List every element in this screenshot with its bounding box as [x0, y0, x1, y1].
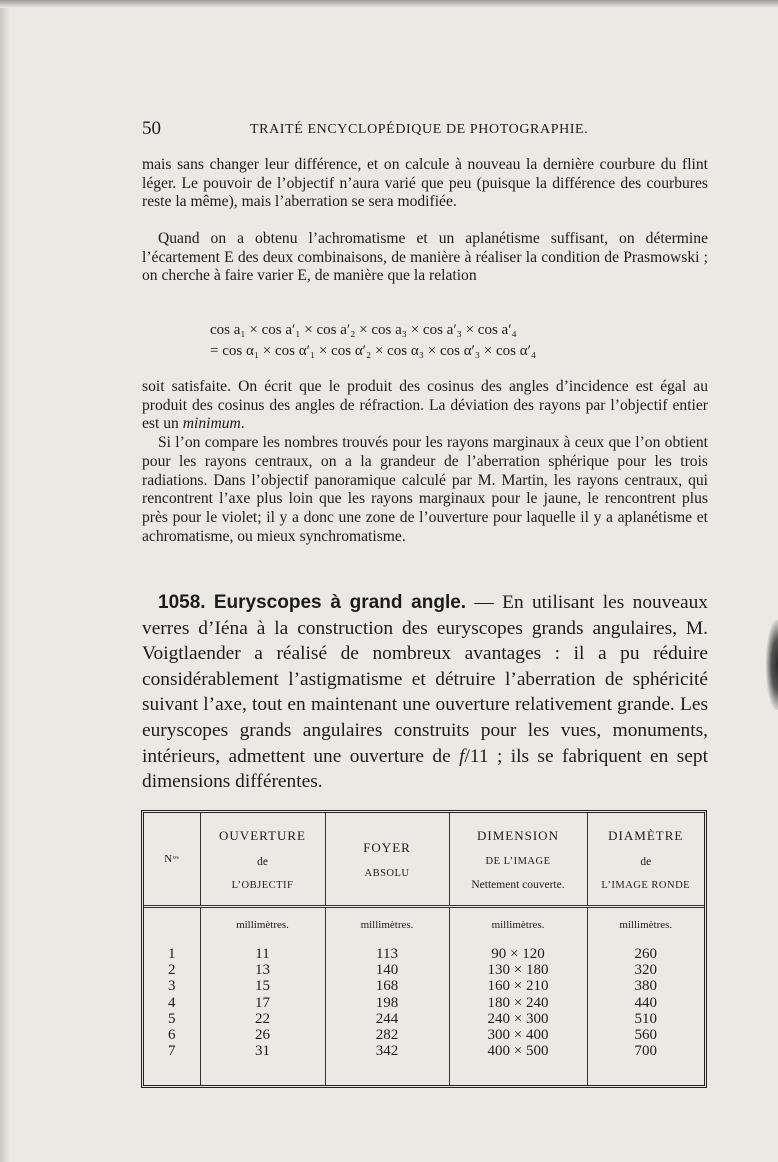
paragraph-text: soit satisfaite. On écrit que le produit des cosinus des angles d’incidence est égal au produit des cosinus des angles de réfraction. La déviation des rayons par l’objectif entier est un: [142, 378, 708, 433]
paragraph-text: mais sans changer leur différence, et on calcule à nouveau la dernière courbure du flint léger. Le pouvoir de l’objectif n’aura varié que peu (puisque la différence des courbures reste la même), mais l’aberration se sera modifiée.: [142, 156, 708, 211]
table-cell: 240 × 300: [487, 1010, 549, 1027]
page-number: 50: [142, 118, 161, 139]
table-cell: 140: [375, 962, 399, 979]
paragraph-satisfaite: [142, 378, 708, 434]
euryscope-table: [141, 810, 707, 1088]
table-cell: 11: [255, 946, 270, 962]
table-cell: 22: [255, 1010, 270, 1027]
section-1058: [142, 590, 708, 795]
unit-dimension: millimètres.: [449, 907, 587, 943]
running-head: [142, 118, 712, 142]
table-cell: 13: [255, 962, 270, 979]
unit-num: [144, 907, 200, 943]
header-diametre: DIAMÈTRE de L’IMAGE RONDE: [587, 813, 704, 907]
page-top-shadow: [0, 0, 778, 8]
page-edge-shadow: [0, 0, 10, 1162]
table-cell: 180 × 240: [487, 994, 549, 1011]
unit-ouverture: millimètres.: [200, 907, 325, 943]
paragraph-group: [142, 378, 708, 546]
table-cell: 15: [255, 978, 270, 995]
table-cell: 342: [375, 1043, 399, 1060]
paragraph-achromatism: [142, 230, 708, 286]
table-cell: 26: [255, 1026, 270, 1043]
section-body-end: ; ils se fabriquent en sept dimensions différentes.: [142, 745, 708, 793]
running-title: TRAITÉ ENCYCLOPÉDIQUE DE PHOTOGRAPHIE.: [250, 122, 589, 137]
formula-line-2: = cos α₁ × cos α′₁ × cos α′₂ × cos α₃ × cos α′₃ × cos α′₄: [210, 343, 537, 359]
formula-line-1: cos a₁ × cos a′₁ × cos a′₂ × cos a₃ × cos a′₃ × cos a′₄: [210, 322, 517, 338]
unit-foyer: millimètres.: [325, 907, 449, 943]
table-cell: 320: [634, 962, 657, 979]
table-cell: 4: [168, 994, 176, 1011]
table-cell: 282: [375, 1026, 399, 1043]
thumb-shadow: [766, 620, 778, 710]
table-units-row: [144, 907, 704, 943]
table-cell: 17: [255, 994, 270, 1011]
column-num: [144, 942, 200, 1085]
table-cell: 510: [634, 1010, 657, 1027]
table-cell: 300 × 400: [487, 1026, 549, 1043]
table-cell: 1: [168, 946, 176, 962]
table-cell: 198: [375, 994, 399, 1011]
table-cell: 380: [634, 978, 657, 995]
header-dimension: DIMENSION DE L’IMAGE Nettement couverte.: [449, 813, 587, 907]
paragraph-comparison: Si l’on compare les nombres trouvés pour les rayons marginaux à ceux que l’on obtient pour les rayons centraux, on a la grandeur de l’aberration sphérique pour les trois radiations. Dans l’objectif panoramique calculé par M. Martin, les rayons centraux, qui rencontrent l’axe plus loin que les rayons marginaux pour le jaune, le rencontrent plus près pour le violet; il y a donc une zone de l’ouverture pour laquelle il y a aplanétisme et achromatisme, ou mieux synchromatisme.: [142, 434, 708, 545]
section-title: Euryscopes à grand angle.: [213, 592, 467, 613]
table-data: [144, 942, 704, 1085]
aperture-f: f: [459, 745, 465, 767]
table-cell: 440: [634, 994, 657, 1011]
header-foyer: FOYER ABSOLU: [325, 813, 449, 907]
table-cell: 560: [634, 1026, 657, 1043]
table-cell: 3: [168, 978, 176, 995]
emphasis-minimum: minimum: [182, 415, 241, 433]
section-paragraph: [142, 590, 708, 795]
table-cell: 160 × 210: [487, 978, 549, 995]
table-cell: 7: [168, 1043, 176, 1060]
unit-diametre: millimètres.: [587, 907, 704, 943]
table-cell: 400 × 500: [487, 1043, 549, 1060]
paragraph-end: .: [240, 415, 245, 433]
column-dimension: [449, 942, 587, 1085]
table-cell: 2: [168, 962, 176, 979]
column-ouverture: [200, 942, 325, 1085]
table-cell: 5: [168, 1010, 176, 1027]
header-ouverture: OUVERTURE de L’OBJECTIF: [200, 813, 325, 907]
table-cell: 90 × 120: [491, 946, 545, 962]
section-number: 1058.: [158, 592, 206, 613]
table-cell: 6: [168, 1026, 176, 1043]
table-cell: 31: [255, 1043, 270, 1060]
paragraph-text: Quand on a obtenu l’achromatisme et un aplanétisme suffisant, on détermine l’écartement E des deux combinaisons, de manière à réaliser la condition de Prasmowski ; on cherche à faire varier E, de manière que la relation: [142, 230, 708, 285]
column-foyer: [325, 942, 449, 1085]
aperture-ratio: /11: [464, 745, 489, 767]
header-num: Nᵒˢ: [144, 813, 200, 907]
table-cell: 130 × 180: [487, 962, 549, 979]
table-cell: 244: [375, 1010, 399, 1027]
cosine-formula: [210, 320, 670, 362]
table-cell: 113: [376, 946, 398, 962]
table-cell: 168: [375, 978, 399, 995]
table-header-row: [144, 813, 704, 907]
table-cell: 700: [634, 1043, 657, 1060]
section-body: — En utilisant les nouveaux verres d’Iéna à la construction des euryscopes grands angulaires, M. Voigtlaender a réalisé de nombreux avantages : il a pu réduire considérablement l’astigmatisme et détruire l’aberration de sphéricité suivant l’axe, tout en maintenant une ouverture relativement grande. Les euryscopes grands angulaires construits pour les vues, monuments, intérieurs, admettent une ouverture de: [142, 592, 709, 767]
paragraph-continuation: [142, 156, 708, 212]
column-diametre: [587, 942, 704, 1085]
table-cell: 260: [634, 946, 657, 962]
